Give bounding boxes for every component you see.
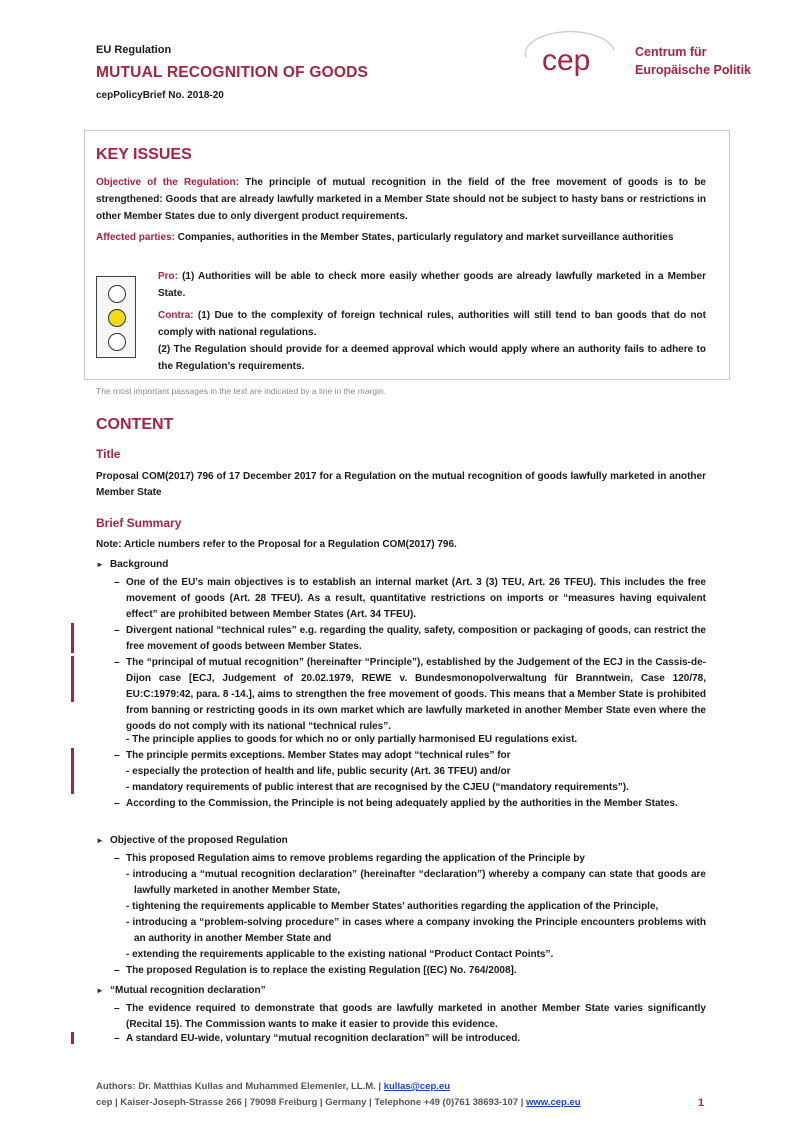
summary-heading: Brief Summary: [96, 516, 182, 530]
background-item-3-text: The “principal of mutual recognition” (hereinafter “Principle”), established by the Judgement of the ECJ in the Cassis-de-Dijon case [ECJ, Judgement of 20.02.1979, REWE v. Bundesmonopolverwaltung für Branntwein, Case 120/78, EU:C:1979:42, para. 8 -14.], aims to strengthen the free movement of goods. This means that a Member State is prohibited from banning or restricting goods in its own market which are lawfully marketed in another Member State even where the goods do not comply with its national “technical rules”.: [126, 657, 706, 732]
org-name-line2: Europäische Politik: [635, 63, 752, 77]
website-link[interactable]: www.cep.eu: [526, 1097, 581, 1108]
contra-label: Contra:: [158, 310, 194, 321]
traffic-light-bottom: [108, 333, 126, 351]
document-title: MUTUAL RECOGNITION OF GOODS: [96, 64, 369, 81]
margin-line: [71, 656, 74, 702]
declaration-heading: [96, 985, 266, 996]
margin-line: [71, 748, 74, 794]
declaration-heading-text: “Mutual recognition declaration”: [110, 985, 266, 996]
cep-logo: [520, 28, 620, 84]
objective-sub-1: - introducing a “mutual recognition declaration” (hereinafter “declaration”) whereby a company can state that goods are lawfully marketed in another Member State,: [126, 869, 706, 896]
key-issues-title: KEY ISSUES: [96, 146, 192, 163]
dash-bullet: –: [114, 750, 120, 761]
article-note: Note: Article numbers refer to the Proposal for a Regulation COM(2017) 796.: [96, 539, 457, 550]
traffic-light-top: [108, 285, 126, 303]
footer-authors: [96, 1081, 450, 1092]
dash-bullet: –: [114, 657, 120, 668]
dash-bullet: –: [114, 577, 120, 588]
brief-number: cepPolicyBrief No. 2018-20: [96, 90, 224, 101]
background-item-4-text: The principle permits exceptions. Member States may adopt “technical rules” for: [126, 750, 511, 761]
objective-heading-text: Objective of the proposed Regulation: [110, 835, 288, 846]
objective-text: The principle of mutual recognition in the field of the free movement of goods is to be strengthened: Goods that are already lawfully marketed in a Member State should not be subject to hasty bans or restrictions in other Member States due to only divergent product requirements.: [96, 177, 706, 222]
objective-item-2: [114, 963, 706, 979]
content-title: CONTENT: [96, 416, 174, 433]
affected-paragraph: [96, 229, 706, 246]
objective-item-1-text: This proposed Regulation aims to remove problems regarding the application of the Principle by: [126, 853, 585, 864]
objective-sub-3: - introducing a “problem-solving procedure” in cases where a company invoking the Principle encounters problems with an authority in another Member State and: [126, 917, 706, 944]
objective-paragraph: [96, 174, 706, 225]
objective-item-1: [114, 851, 706, 867]
traffic-light-middle: [108, 309, 126, 327]
footer-address: [96, 1097, 581, 1108]
dash-bullet: –: [114, 1033, 120, 1044]
declaration-item-2-text: A standard EU-wide, voluntary “mutual recognition declaration” will be introduced.: [126, 1033, 521, 1044]
traffic-light-icon: [96, 276, 136, 358]
objective-label: Objective of the Regulation:: [96, 177, 239, 188]
pro-text: (1) Authorities will be able to check more easily whether goods are already lawfully marketed in a Member State.: [158, 271, 706, 299]
pro-label: Pro:: [158, 271, 178, 282]
org-name-line1: Centrum für: [635, 45, 707, 59]
background-item-5-text: According to the Commission, the Principle is not being adequately applied by the authorities in the Member States.: [126, 798, 678, 809]
logo-wordmark: cep: [542, 44, 591, 77]
contra-paragraph: [158, 307, 706, 341]
declaration-item-2: [114, 1031, 706, 1047]
dash-bullet: –: [114, 1003, 120, 1014]
triangle-bullet-icon: ►: [96, 836, 104, 845]
affected-label: Affected parties:: [96, 232, 175, 243]
background-item-3: [114, 655, 706, 735]
background-item-5: [114, 796, 706, 812]
background-item-4-sub-1: - especially the protection of health and life, public security (Art. 36 TFEU) and/or: [126, 766, 511, 777]
objective-sub-2: - tightening the requirements applicable to Member States’ authorities regarding the application of the Principle,: [126, 901, 659, 912]
background-item-2-text: Divergent national “technical rules” e.g. regarding the quality, safety, composition or packaging of goods, can restrict the free movement of goods between Member States.: [126, 625, 706, 652]
author-email-link[interactable]: kullas@cep.eu: [383, 1081, 451, 1092]
title-heading: Title: [96, 447, 121, 461]
background-item-1-text: One of the EU’s main objectives is to establish an internal market (Art. 3 (3) TEU, Art. 26 TFEU). This includes the free movement of goods (Art. 28 TFEU). As a result, quantitative restrictions on imports or “measures having equivalent effect” are prohibited between Member States (Art. 34 TFEU).: [126, 577, 706, 620]
objective-sub-4: - extending the requirements applicable to the existing national “Product Contact Points”.: [126, 949, 554, 960]
background-item-4: [114, 748, 706, 764]
background-item-2: [114, 623, 706, 655]
declaration-item-1-text: The evidence required to demonstrate that goods are lawfully marketed in another Member State varies significantly (Recital 15). The Commission wants to make it easier to provide this evidence.: [126, 1003, 706, 1030]
dash-bullet: –: [114, 625, 120, 636]
background-heading: [96, 559, 168, 570]
declaration-item-1: [114, 1001, 706, 1033]
background-heading-text: Background: [110, 559, 169, 570]
title-text: Proposal COM(2017) 796 of 17 December 2017 for a Regulation on the mutual recognition of goods lawfully marketed in another Member State: [96, 471, 706, 498]
margin-line: [71, 1032, 74, 1044]
triangle-bullet-icon: ►: [96, 986, 104, 995]
contra-text-2: (2) The Regulation should provide for a deemed approval which would apply where an authority fails to adhere to the Regulation’s requirements.: [158, 344, 706, 372]
background-item-3-sub: - The principle applies to goods for which no or only partially harmonised EU regulations exist.: [126, 734, 578, 745]
document-category: EU Regulation: [96, 44, 172, 56]
margin-line-note: The most important passages in the text are indicated by a line in the margin.: [96, 386, 387, 396]
dash-bullet: –: [114, 853, 120, 864]
contra-text-1: (1) Due to the complexity of foreign technical rules, authorities will still tend to ban goods that do not comply with national regulations.: [158, 310, 706, 338]
background-item-1: [114, 575, 706, 623]
objective-heading: [96, 835, 288, 846]
org-name: [635, 43, 751, 79]
footer-address-text: cep | Kaiser-Joseph-Strasse 266 | 79098 Freiburg | Germany | Telephone +49 (0)761 38693-107 |: [96, 1097, 527, 1108]
dash-bullet: –: [114, 798, 120, 809]
page-number: 1: [698, 1097, 705, 1109]
footer-authors-text: Authors: Dr. Matthias Kullas and Muhammed Elemenler, LL.M. |: [96, 1081, 384, 1092]
triangle-bullet-icon: ►: [96, 560, 104, 569]
margin-line: [71, 623, 74, 653]
affected-text: Companies, authorities in the Member States, particularly regulatory and market surveillance authorities: [174, 232, 674, 243]
pro-paragraph: [158, 268, 706, 302]
dash-bullet: –: [114, 965, 120, 976]
objective-item-2-text: The proposed Regulation is to replace the existing Regulation [(EC) No. 764/2008].: [126, 965, 517, 976]
background-item-4-sub-2: - mandatory requirements of public interest that are recognised by the CJEU (“mandatory requirements”).: [126, 782, 629, 793]
